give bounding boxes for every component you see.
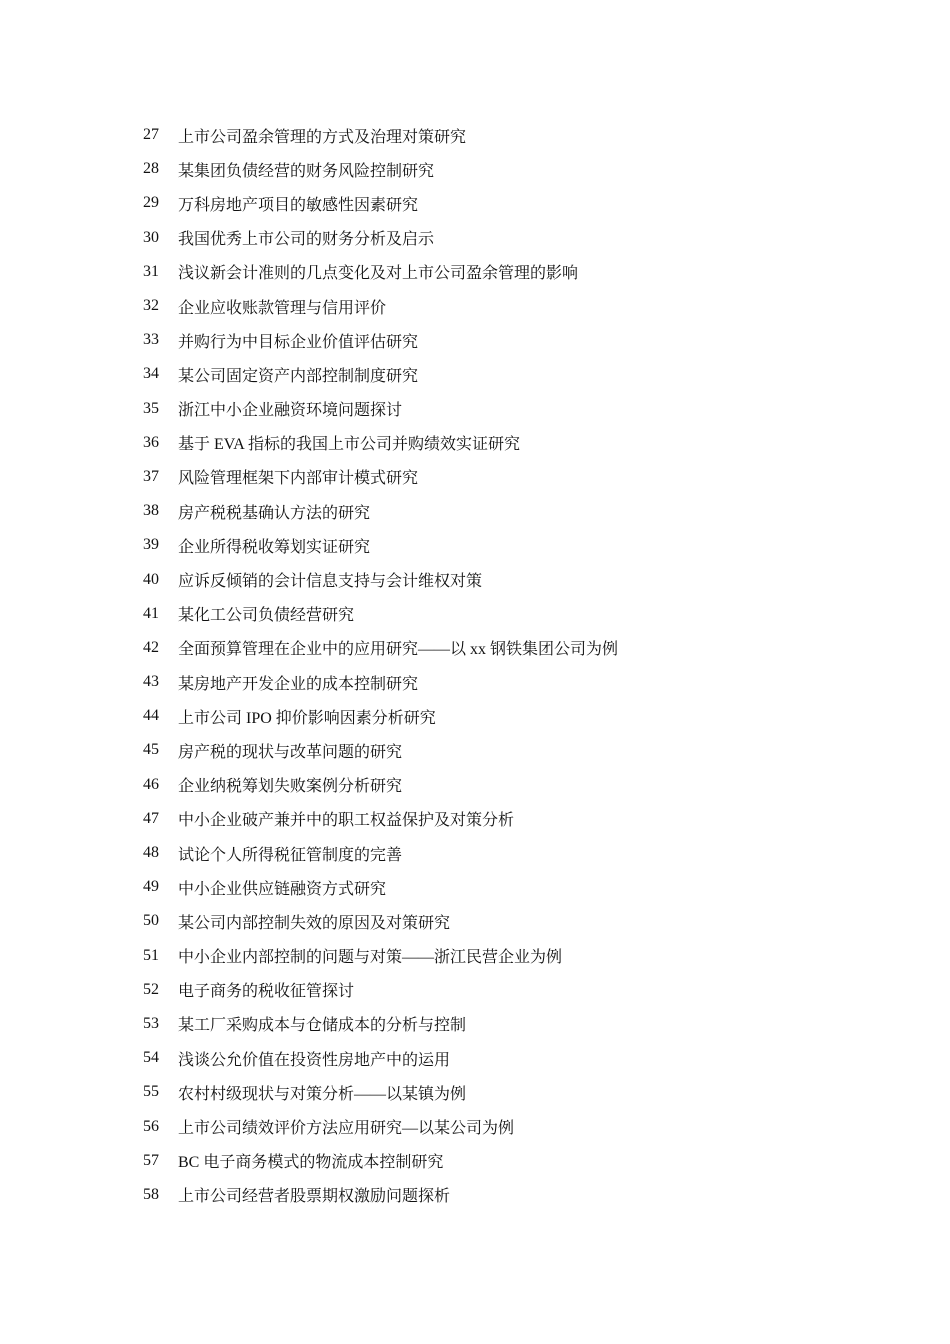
item-title: 并购行为中目标企业价值评估研究 xyxy=(178,333,419,351)
item-number: 54 xyxy=(143,1049,159,1067)
list-item xyxy=(143,802,618,836)
list-item xyxy=(143,973,618,1007)
item-title: 试论个人所得税征管制度的完善 xyxy=(178,846,403,864)
item-number: 30 xyxy=(143,228,159,246)
list-item xyxy=(143,118,618,152)
item-title: 应诉反倾销的会计信息支持与会计维权对策 xyxy=(178,573,483,591)
item-title: BC 电子商务模式的物流成本控制研究 xyxy=(178,1154,444,1172)
item-number: 41 xyxy=(143,604,159,622)
list-item xyxy=(143,186,618,220)
list-item xyxy=(143,323,618,357)
list-item xyxy=(143,426,618,460)
list-item xyxy=(143,562,618,596)
item-title: 企业应收账款管理与信用评价 xyxy=(178,299,387,317)
item-title: 我国优秀上市公司的财务分析及启示 xyxy=(178,231,435,249)
list-item xyxy=(143,528,618,562)
item-title: 农村村级现状与对策分析——以某镇为例 xyxy=(178,1085,467,1103)
item-title: 某化工公司负债经营研究 xyxy=(178,607,355,625)
item-number: 55 xyxy=(143,1083,159,1101)
item-number: 56 xyxy=(143,1117,159,1135)
list-item xyxy=(143,939,618,973)
list-item xyxy=(143,289,618,323)
item-number: 46 xyxy=(143,775,159,793)
list-item xyxy=(143,1075,618,1109)
item-number: 28 xyxy=(143,160,159,178)
item-number: 48 xyxy=(143,844,159,862)
list-item xyxy=(143,699,618,733)
item-title: 某工厂采购成本与仓储成本的分析与控制 xyxy=(178,1017,467,1035)
item-title: 中小企业内部控制的问题与对策——浙江民营企业为例 xyxy=(178,949,563,967)
item-number: 57 xyxy=(143,1151,159,1169)
item-title: 浅谈公允价值在投资性房地产中的运用 xyxy=(178,1051,451,1069)
item-title: 基于 EVA 指标的我国上市公司并购绩效实证研究 xyxy=(178,436,520,454)
list-item xyxy=(143,1007,618,1041)
item-number: 49 xyxy=(143,878,159,896)
item-title: 某集团负债经营的财务风险控制研究 xyxy=(178,162,435,180)
item-number: 44 xyxy=(143,707,159,725)
list-item xyxy=(143,221,618,255)
item-title: 某房地产开发企业的成本控制研究 xyxy=(178,675,419,693)
item-title: 中小企业破产兼并中的职工权益保护及对策分析 xyxy=(178,812,515,830)
item-number: 42 xyxy=(143,638,159,656)
list-item xyxy=(143,631,618,665)
item-number: 45 xyxy=(143,741,159,759)
list-item xyxy=(143,1178,618,1212)
item-number: 27 xyxy=(143,126,159,144)
item-number: 35 xyxy=(143,399,159,417)
list-item xyxy=(143,1041,618,1075)
item-number: 37 xyxy=(143,467,159,485)
list-item xyxy=(143,494,618,528)
item-title: 房产税税基确认方法的研究 xyxy=(178,504,371,522)
list-item xyxy=(143,733,618,767)
list-item xyxy=(143,904,618,938)
list-item xyxy=(143,665,618,699)
list-item xyxy=(143,460,618,494)
list-item xyxy=(143,597,618,631)
item-number: 52 xyxy=(143,980,159,998)
item-title: 上市公司 IPO 抑价影响因素分析研究 xyxy=(178,709,436,727)
item-number: 50 xyxy=(143,912,159,930)
item-title: 上市公司绩效评价方法应用研究—以某公司为例 xyxy=(178,1120,515,1138)
item-title: 上市公司盈余管理的方式及治理对策研究 xyxy=(178,128,467,146)
item-number: 36 xyxy=(143,433,159,451)
item-title: 企业纳税筹划失败案例分析研究 xyxy=(178,778,403,796)
list-item xyxy=(143,357,618,391)
item-title: 上市公司经营者股票期权激励问题探析 xyxy=(178,1188,451,1206)
item-title: 中小企业供应链融资方式研究 xyxy=(178,880,387,898)
item-number: 38 xyxy=(143,502,159,520)
list-item xyxy=(143,392,618,426)
item-number: 33 xyxy=(143,331,159,349)
item-title: 房产税的现状与改革问题的研究 xyxy=(178,743,403,761)
item-number: 39 xyxy=(143,536,159,554)
list-item xyxy=(143,870,618,904)
item-number: 51 xyxy=(143,946,159,964)
item-number: 53 xyxy=(143,1014,159,1032)
list-item xyxy=(143,255,618,289)
list-item xyxy=(143,152,618,186)
item-title: 某公司内部控制失效的原因及对策研究 xyxy=(178,914,451,932)
item-number: 34 xyxy=(143,365,159,383)
list-item xyxy=(143,768,618,802)
list-item xyxy=(143,1109,618,1143)
list-item xyxy=(143,836,618,870)
item-number: 29 xyxy=(143,194,159,212)
item-number: 43 xyxy=(143,673,159,691)
item-number: 40 xyxy=(143,570,159,588)
item-number: 31 xyxy=(143,262,159,280)
item-title: 浙江中小企业融资环境问题探讨 xyxy=(178,402,403,420)
item-number: 32 xyxy=(143,297,159,315)
item-number: 47 xyxy=(143,809,159,827)
item-title: 电子商务的税收征管探讨 xyxy=(178,983,355,1001)
item-title: 万科房地产项目的敏感性因素研究 xyxy=(178,196,419,214)
item-number: 58 xyxy=(143,1185,159,1203)
item-title: 全面预算管理在企业中的应用研究——以 xx 钢铁集团公司为例 xyxy=(178,641,619,659)
list-item xyxy=(143,1144,618,1178)
item-title: 某公司固定资产内部控制制度研究 xyxy=(178,367,419,385)
item-title: 企业所得税收筹划实证研究 xyxy=(178,538,371,556)
topic-list xyxy=(143,118,618,1212)
item-title: 风险管理框架下内部审计模式研究 xyxy=(178,470,419,488)
item-title: 浅议新会计准则的几点变化及对上市公司盈余管理的影响 xyxy=(178,265,579,283)
